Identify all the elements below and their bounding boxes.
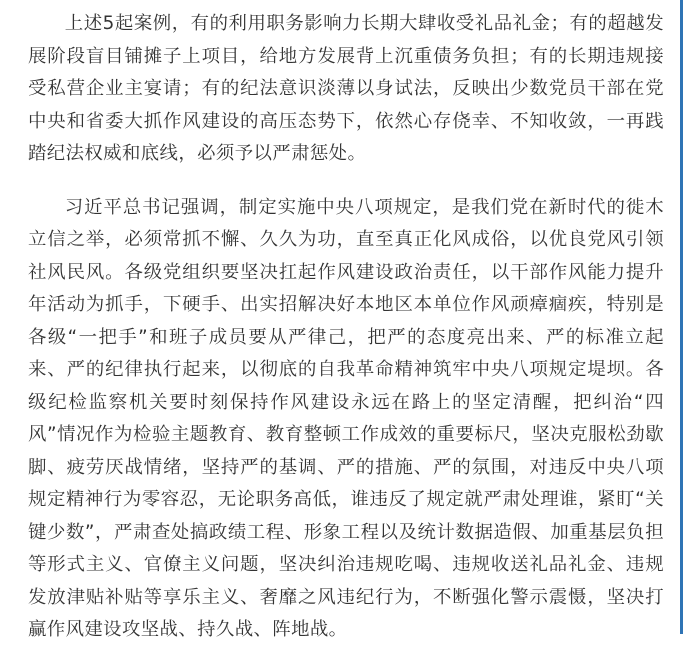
paragraph-case-summary: 上述5起案例，有的利用职务影响力长期大肆收受礼品礼金；有的超越发展阶段盲目铺摊子上项目，给地方发展背上沉重债务负担；有的长期违规接受私营企业主宴请；有的纪法意识淡薄以身试法，反映出少数党员干部在党中央和省委大抓作风建设的高压态势下，依然心存侥幸、不知收敛，一再践踏纪法权威和底线，必须予以严肃惩处。 <box>28 13 664 164</box>
article-body <box>28 8 664 647</box>
paragraph-instructions: 习近平总书记强调，制定实施中央八项规定，是我们党在新时代的徙木立信之举，必须常抓不懈、久久为功，直至真正化风成俗，以优良党风引领社风民风。各级党组织要坚决扛起作风建设政治责任，以干部作风能力提升年活动为抓手，下硬手、出实招解决好本地区本单位作风顽瘴痼疾，特别是各级“一把手”和班子成员要从严律己，把严的态度亮出来、严的标准立起来、严的纪律执行起来，以彻底的自我革命精神筑牢中央八项规定堤坝。各级纪检监察机关要时刻保持作风建设永远在路上的坚定清醒，把纠治“四风”情况作为检验主题教育、教育整顿工作成效的重要标尺，坚决克服松劲歇脚、疲劳厌战情绪，坚持严的基调、严的措施、严的氛围，对违反中央八项规定精神行为零容忍，无论职务高低，谁违反了规定就严肃处理谁，紧盯“关键少数”，严肃查处搞政绩工程、形象工程以及统计数据造假、加重基层负担等形式主义、官僚主义问题，坚决纠治违规吃喝、违规收送礼品礼金、违规发放津贴补贴等享乐主义、奢靡之风违纪行为，不断强化警示震慑，坚决打赢作风建设攻坚战、持久战、阵地战。 <box>28 196 664 640</box>
